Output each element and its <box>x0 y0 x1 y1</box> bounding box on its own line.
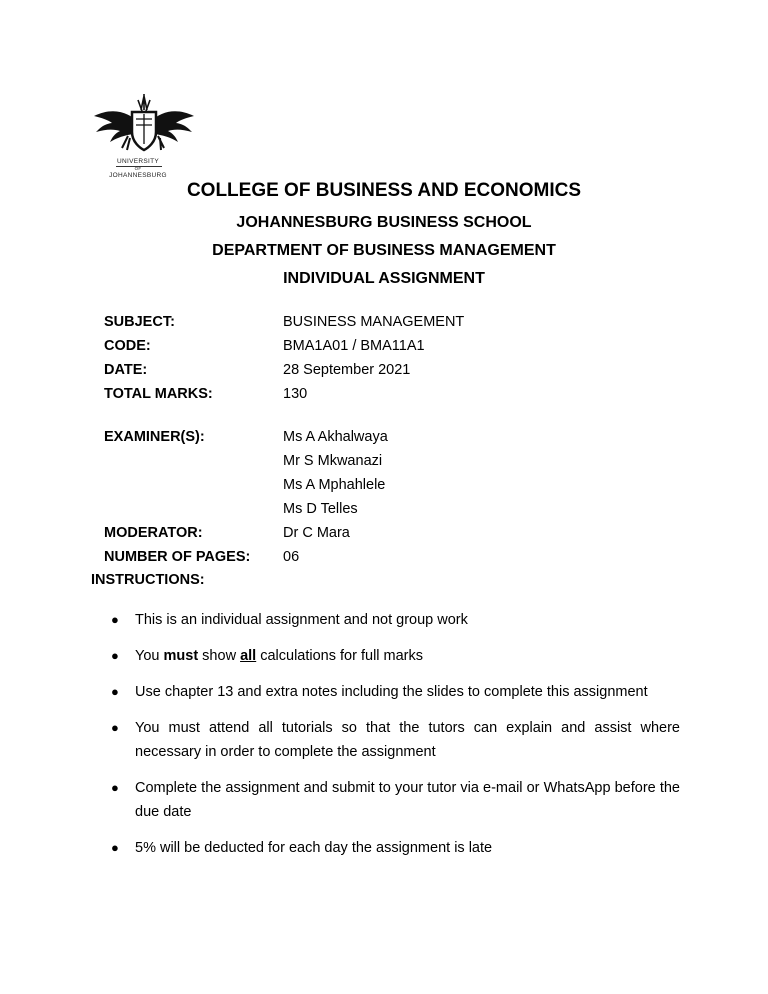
number-of-pages-value: 06 <box>283 549 300 565</box>
logo-text-of: OF <box>134 166 142 171</box>
code-value: BMA1A01 / BMA11A1 <box>283 338 425 354</box>
examiner-name: Ms A Mphahlele <box>283 477 386 493</box>
moderator-value: Dr C Mara <box>283 525 350 541</box>
instruction-text: Complete the assignment and submit to your tutor via e-mail or WhatsApp before the due date <box>135 780 680 820</box>
logo-text-university: UNIVERSITY <box>116 158 159 165</box>
instruction-item <box>110 680 680 704</box>
emphasis-all: all <box>240 648 257 664</box>
bullet-icon: ● <box>111 780 119 795</box>
instruction-text: This is an individual assignment and not group work <box>135 612 468 628</box>
university-logo <box>92 92 196 184</box>
bullet-icon: ● <box>111 720 119 735</box>
total-marks-value: 130 <box>283 386 308 402</box>
date-value: 28 September 2021 <box>283 362 411 378</box>
bullet-icon: ● <box>111 840 119 855</box>
instruction-text: 5% will be deducted for each day the assignment is late <box>135 840 493 856</box>
emphasis-must: must <box>163 648 199 664</box>
instruction-item <box>110 836 680 860</box>
bullet-icon: ● <box>111 648 119 663</box>
subject-value: BUSINESS MANAGEMENT <box>283 314 465 330</box>
examiner-name: Mr S Mkwanazi <box>283 453 383 469</box>
bullet-icon: ● <box>111 684 119 699</box>
examiner-name: Ms A Akhalwaya <box>283 429 388 445</box>
subject-label: SUBJECT: <box>104 314 175 330</box>
moderator-label: MODERATOR: <box>104 525 203 541</box>
code-label: CODE: <box>104 338 151 354</box>
instructions-title: INSTRUCTIONS: <box>91 572 205 588</box>
eagle-shield-crest-icon <box>92 92 196 156</box>
instruction-item <box>110 776 680 824</box>
instruction-item <box>110 608 680 632</box>
number-of-pages-label: NUMBER OF PAGES: <box>104 549 251 565</box>
logo-text-johannesburg: JOHANNESBURG <box>109 172 167 179</box>
date-label: DATE: <box>104 362 148 378</box>
instructions-list <box>110 608 680 872</box>
instruction-text: You must show all calculations for full marks <box>135 648 424 664</box>
bullet-icon: ● <box>111 612 119 627</box>
school-title: JOHANNESBURG BUSINESS SCHOOL <box>236 214 532 231</box>
examiners-label: EXAMINER(S): <box>104 429 205 445</box>
examiner-name: Ms D Telles <box>283 501 358 517</box>
total-marks-label: TOTAL MARKS: <box>104 386 213 402</box>
college-title: COLLEGE OF BUSINESS AND ECONOMICS <box>186 180 582 201</box>
department-title: DEPARTMENT OF BUSINESS MANAGEMENT <box>212 242 556 259</box>
instruction-text: You must attend all tutorials so that the tutors can explain and assist where necessary in order to complete the assignment <box>135 720 680 760</box>
assignment-type-title: INDIVIDUAL ASSIGNMENT <box>283 270 485 287</box>
instruction-text: Use chapter 13 and extra notes including the slides to complete this assignment <box>135 684 648 700</box>
instruction-item <box>110 644 680 668</box>
instruction-item <box>110 716 680 764</box>
